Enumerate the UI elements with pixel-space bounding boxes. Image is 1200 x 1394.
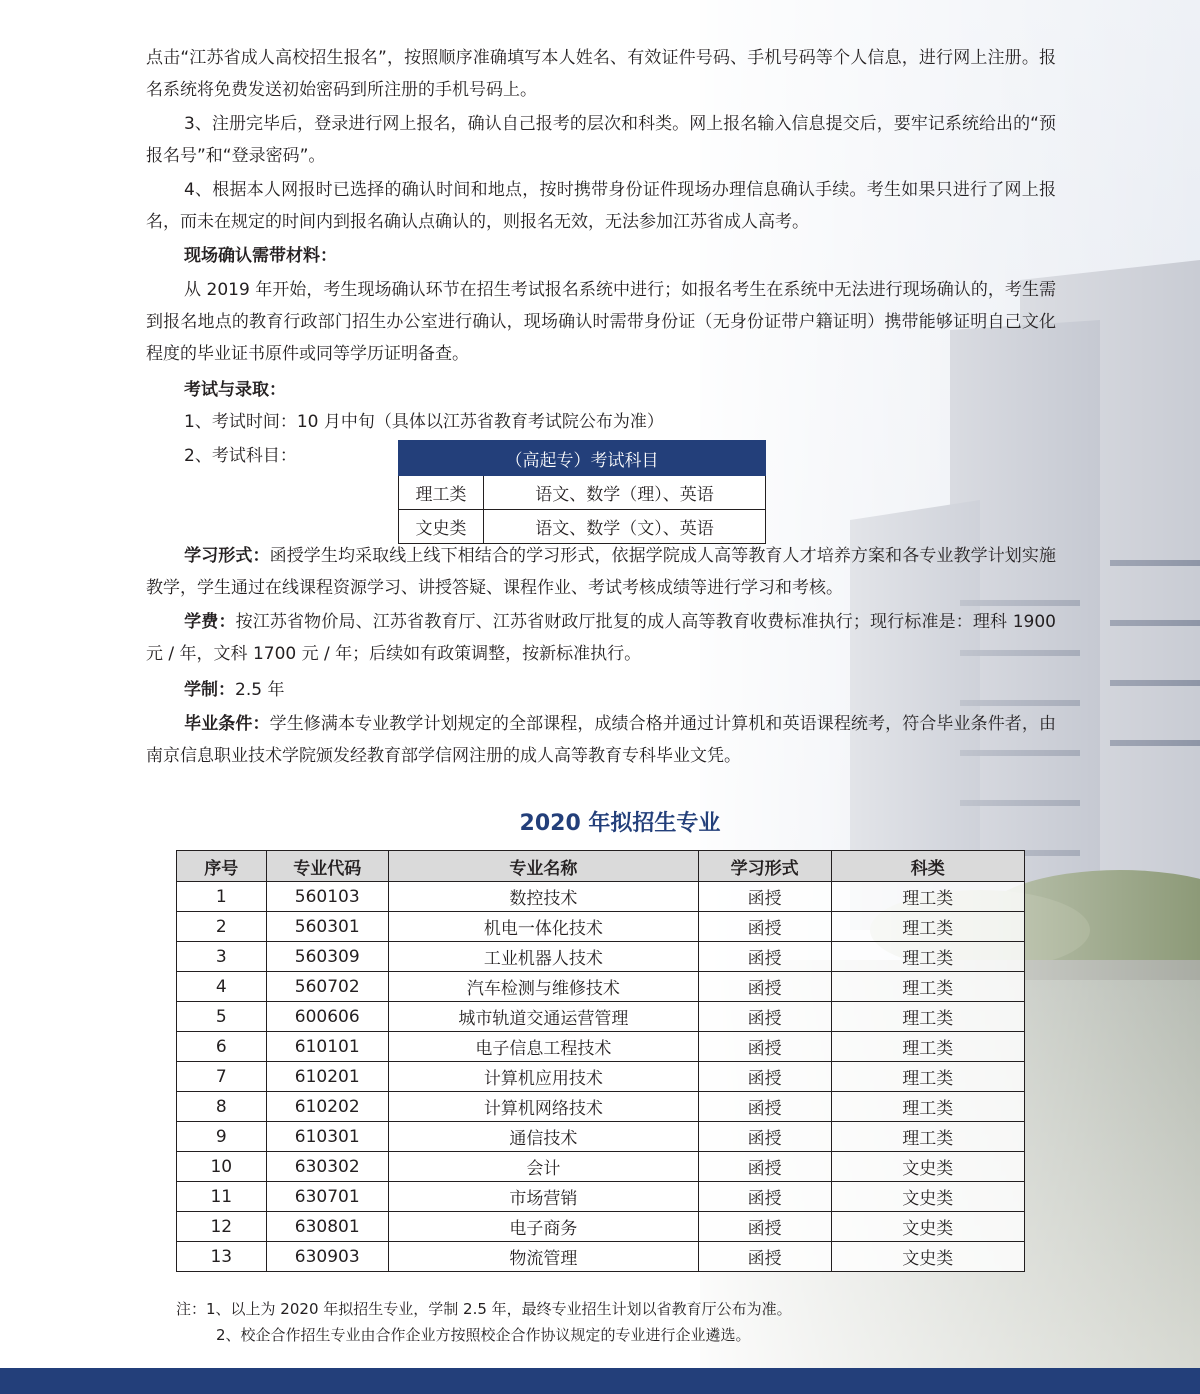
table-cell: 理工类: [831, 1062, 1025, 1092]
table-cell: 630801: [266, 1212, 388, 1242]
table-row: [177, 942, 1025, 972]
table-cell: 610202: [266, 1092, 388, 1122]
majors-table: [176, 850, 1025, 1272]
table-cell: 文史类: [831, 1242, 1025, 1272]
table-cell: 城市轨道交通运营管理: [388, 1002, 698, 1032]
table-cell: 630903: [266, 1242, 388, 1272]
table-cell: 630302: [266, 1152, 388, 1182]
table-cell: 函授: [698, 882, 831, 912]
table-cell: 610301: [266, 1122, 388, 1152]
table-cell: 会计: [388, 1152, 698, 1182]
footer-bar: [0, 1368, 1200, 1394]
table-cell: 5: [177, 1002, 267, 1032]
table-cell: 文史类: [831, 1152, 1025, 1182]
table-cell: 560103: [266, 882, 388, 912]
col-header: 序号: [177, 851, 267, 882]
table-row: [177, 1152, 1025, 1182]
paragraph-tuition: 学费：按江苏省物价局、江苏省教育厅、江苏省财政厅批复的成人高等教育收费标准执行；现行标准是：理科 1900 元 / 年，文科 1700 元 / 年；后续如有政策调整，按新标准执行。: [146, 612, 1057, 664]
table-row: [177, 972, 1025, 1002]
table-cell: 函授: [698, 1122, 831, 1152]
table-cell: 汽车检测与维修技术: [388, 972, 698, 1002]
exam-category: 理工类: [399, 476, 484, 510]
col-header: 学习形式: [698, 851, 831, 882]
table-cell: 6: [177, 1032, 267, 1062]
table-cell: 610101: [266, 1032, 388, 1062]
table-cell: 10: [177, 1152, 267, 1182]
table-row: [177, 882, 1025, 912]
table-cell: 13: [177, 1242, 267, 1272]
table-row: [177, 1062, 1025, 1092]
table-row: [177, 1122, 1025, 1152]
table-cell: 理工类: [831, 1092, 1025, 1122]
table-header-row: [177, 851, 1025, 882]
table-cell: 函授: [698, 1242, 831, 1272]
table-cell: 函授: [698, 1002, 831, 1032]
table-cell: 理工类: [831, 1032, 1025, 1062]
table-cell: 计算机网络技术: [388, 1092, 698, 1122]
table-cell: 4: [177, 972, 267, 1002]
paragraph-step-4: 4、根据本人网报时已选择的确认时间和地点，按时携带身份证件现场办理信息确认手续。考生如果只进行了网上报名，而未在规定的时间内到报名确认点确认的，则报名无效，无法参加江苏省成人高考。: [146, 180, 1056, 232]
paragraph-graduation: 毕业条件：学生修满本专业教学计划规定的全部课程，成绩合格并通过计算机和英语课程统考，符合毕业条件者，由南京信息职业技术学院颁发经教育部学信网注册的成人高等教育专科毕业文凭。: [146, 714, 1057, 766]
table-cell: 物流管理: [388, 1242, 698, 1272]
table-cell: 函授: [698, 1092, 831, 1122]
paragraph-study-form: 学习形式：函授学生均采取线上线下相结合的学习形式，依据学院成人高等教育人才培养方案和各专业教学计划实施教学，学生通过在线课程资源学习、讲授答疑、课程作业、考试考核成绩等进行学习和考核。: [146, 546, 1057, 598]
table-row: [177, 1242, 1025, 1272]
table-cell: 数控技术: [388, 882, 698, 912]
table-cell: 2: [177, 912, 267, 942]
note-1: 注：1、以上为 2020 年拟招生专业，学制 2.5 年，最终专业招生计划以省教育厅公布为准。: [176, 1300, 792, 1318]
table-row: [399, 510, 766, 544]
exam-category: 文史类: [399, 510, 484, 544]
table-cell: 理工类: [831, 942, 1025, 972]
table-cell: 理工类: [831, 1122, 1025, 1152]
table-cell: 通信技术: [388, 1122, 698, 1152]
table-cell: 8: [177, 1092, 267, 1122]
table-row: [177, 1212, 1025, 1242]
majors-title: 2020 年拟招生专业: [519, 811, 721, 836]
table-cell: 560301: [266, 912, 388, 942]
table-cell: 文史类: [831, 1212, 1025, 1242]
heading-exam-admission: 考试与录取：: [184, 380, 286, 400]
table-cell: 函授: [698, 942, 831, 972]
table-cell: 工业机器人技术: [388, 942, 698, 972]
table-cell: 12: [177, 1212, 267, 1242]
heading-onsite-materials: 现场确认需带材料：: [184, 246, 337, 266]
table-cell: 600606: [266, 1002, 388, 1032]
table-cell: 理工类: [831, 882, 1025, 912]
table-cell: 机电一体化技术: [388, 912, 698, 942]
table-cell: 函授: [698, 972, 831, 1002]
paragraph-registration: 点击“江苏省成人高校招生报名”，按照顺序准确填写本人姓名、有效证件号码、手机号码等个人信息，进行网上注册。报名系统将免费发送初始密码到所注册的手机号码上。: [146, 48, 1056, 100]
table-cell: 9: [177, 1122, 267, 1152]
paragraph-duration: 学制：2.5 年: [184, 680, 285, 700]
table-row: [177, 1002, 1025, 1032]
table-cell: 函授: [698, 1152, 831, 1182]
table-cell: 630701: [266, 1182, 388, 1212]
table-cell: 7: [177, 1062, 267, 1092]
table-row: [177, 1182, 1025, 1212]
col-header: 科类: [831, 851, 1025, 882]
table-cell: 电子信息工程技术: [388, 1032, 698, 1062]
table-cell: 560702: [266, 972, 388, 1002]
table-cell: 文史类: [831, 1182, 1025, 1212]
exam-time: 1、考试时间：10 月中旬（具体以江苏省教育考试院公布为准）: [184, 412, 664, 432]
table-row: [177, 1032, 1025, 1062]
table-cell: 610201: [266, 1062, 388, 1092]
table-row: [399, 476, 766, 510]
table-cell: 市场营销: [388, 1182, 698, 1212]
exam-subjects: 语文、数学（文）、英语: [484, 510, 766, 544]
table-cell: 560309: [266, 942, 388, 972]
table-cell: 11: [177, 1182, 267, 1212]
table-cell: 计算机应用技术: [388, 1062, 698, 1092]
table-cell: 理工类: [831, 1002, 1025, 1032]
table-row: [177, 912, 1025, 942]
paragraph-step-3: 3、注册完毕后，登录进行网上报名，确认自己报考的层次和科类。网上报名输入信息提交后，要牢记系统给出的“预报名号”和“登录密码”。: [146, 114, 1056, 166]
table-cell: 函授: [698, 912, 831, 942]
table-cell: 电子商务: [388, 1212, 698, 1242]
col-header: 专业代码: [266, 851, 388, 882]
table-cell: 函授: [698, 1032, 831, 1062]
table-cell: 理工类: [831, 972, 1025, 1002]
table-cell: 函授: [698, 1212, 831, 1242]
exam-subjects: 语文、数学（理）、英语: [484, 476, 766, 510]
table-cell: 1: [177, 882, 267, 912]
exam-subjects-table: [398, 440, 766, 544]
note-2: 2、校企合作招生专业由合作企业方按照校企合作协议规定的专业进行企业遴选。: [216, 1326, 751, 1344]
table-row: [177, 1092, 1025, 1122]
col-header: 专业名称: [388, 851, 698, 882]
exam-subjects-label: 2、考试科目：: [184, 446, 297, 466]
table-cell: 3: [177, 942, 267, 972]
table-cell: 函授: [698, 1182, 831, 1212]
table-cell: 函授: [698, 1062, 831, 1092]
exam-subjects-title: （高起专）考试科目: [399, 441, 766, 476]
paragraph-onsite-materials: 从 2019 年开始，考生现场确认环节在招生考试报名系统中进行；如报名考生在系统中无法进行现场确认的，考生需到报名地点的教育行政部门招生办公室进行确认，现场确认时需带身份证（无身份证带户籍证明）携带能够证明自己文化程度的毕业证书原件或同等学历证明备查。: [146, 280, 1056, 364]
table-cell: 理工类: [831, 912, 1025, 942]
